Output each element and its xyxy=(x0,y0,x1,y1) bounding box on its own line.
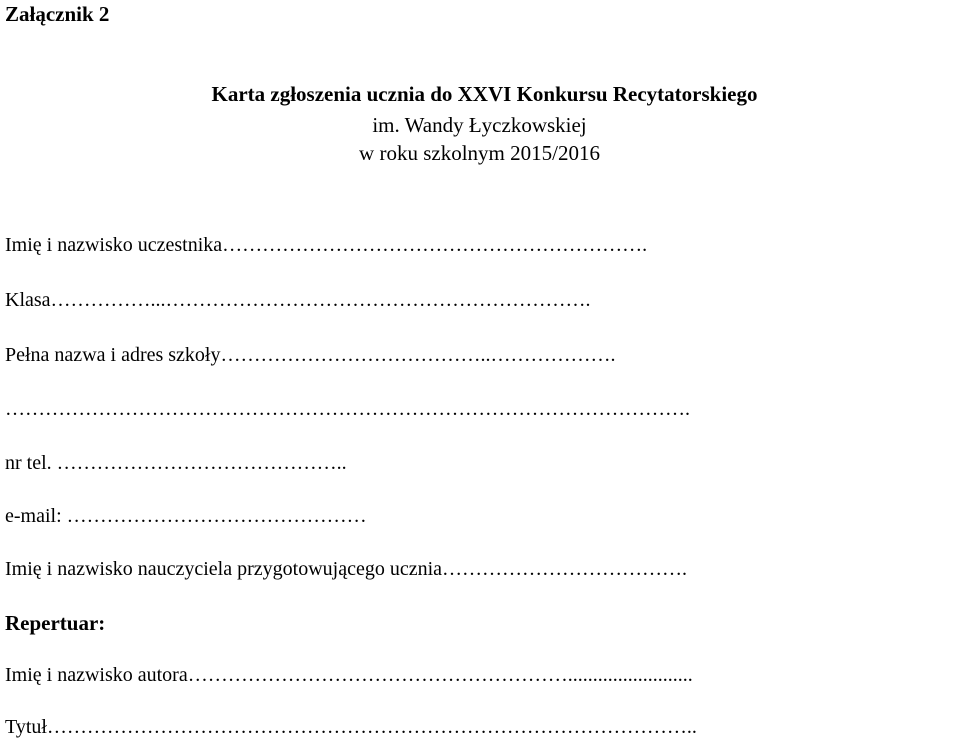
email-field[interactable]: e-mail: ……………………………………… xyxy=(5,505,367,527)
form-title-line-1: Karta zgłoszenia ucznia do XXVI Konkursu Recytatorskiego xyxy=(211,82,758,106)
form-title-line-2: im. Wandy Łyczkowskiej xyxy=(372,113,587,137)
form-title-line-3: w roku szkolnym 2015/2016 xyxy=(359,141,600,165)
class-field[interactable]: Klasa……………...………………………………………………………. xyxy=(5,289,591,311)
phone-field[interactable]: nr tel. …………………………………….. xyxy=(5,452,347,474)
attachment-label: Załącznik 2 xyxy=(5,2,110,26)
school-name-address-continuation[interactable]: …………………………………………………………………………………………. xyxy=(5,398,690,420)
participant-name-field[interactable]: Imię i nazwisko uczestnika………………………………………………………. xyxy=(5,234,648,256)
piece-title-field[interactable]: Tytuł…………………………………………………………………………………….. xyxy=(5,716,697,738)
repertoire-heading: Repertuar: xyxy=(5,611,106,635)
school-name-address-field[interactable]: Pełna nazwa i adres szkoły…………………………………..………………. xyxy=(5,344,616,366)
teacher-name-field[interactable]: Imię i nazwisko nauczyciela przygotowującego ucznia………………………………. xyxy=(5,558,688,580)
author-name-field[interactable]: Imię i nazwisko autora…………………………………………………......................... xyxy=(5,664,693,686)
